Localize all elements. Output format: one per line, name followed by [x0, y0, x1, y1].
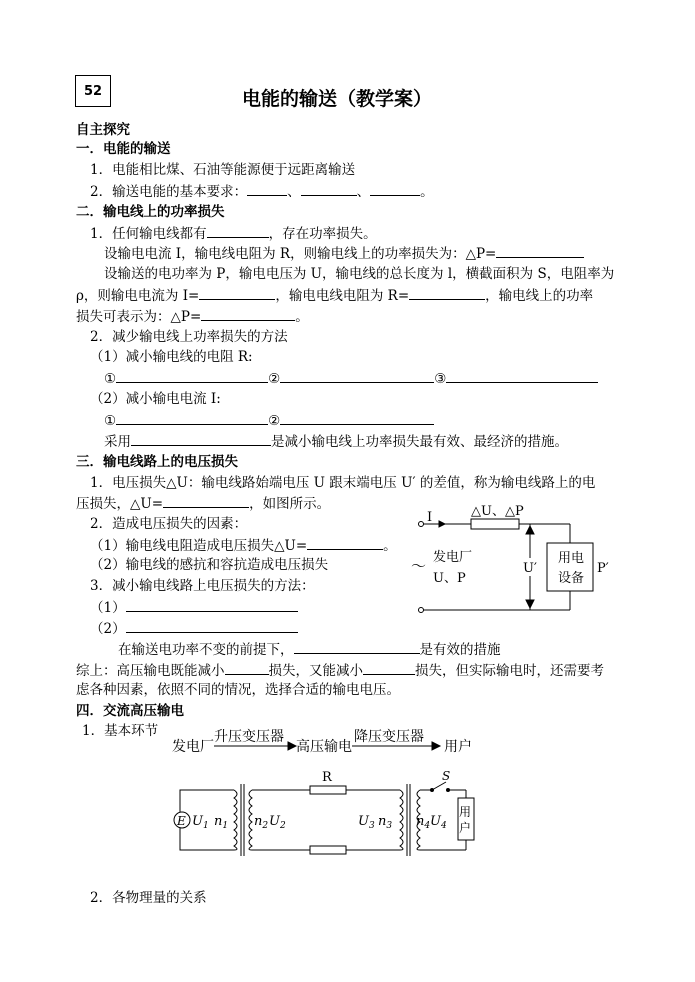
blank[interactable] — [207, 224, 269, 238]
s2-item-1-text-a: 1．任何输电线都有 — [90, 226, 207, 242]
s3-item-10 — [76, 661, 604, 680]
blank[interactable] — [126, 598, 298, 612]
flow-user: 用户 — [444, 739, 472, 755]
s3-item-6: 3．减小输电线路上电压损失的方法： — [90, 578, 315, 594]
blank[interactable] — [409, 286, 485, 300]
current-label: I — [427, 510, 433, 525]
generator-up-label: U、P — [433, 571, 466, 586]
switch-contact — [446, 788, 450, 792]
blank[interactable] — [446, 369, 598, 383]
p-prime-label: P′ — [597, 561, 609, 576]
page-number: 52 — [75, 75, 111, 107]
blank[interactable] — [294, 640, 420, 654]
device-label-2: 设备 — [558, 571, 585, 586]
s2-item-6: 2．减少输电线上功率损失的方法 — [90, 329, 288, 345]
s2-item-5-text-b: 。 — [295, 309, 309, 325]
s3-item-3: 2．造成电压损失的因素： — [90, 516, 248, 532]
circled-2: ② — [268, 413, 281, 429]
section-4-heading: 四．交流高压输电 — [76, 703, 184, 719]
blank[interactable] — [131, 432, 271, 446]
s3-item-1: 1．电压损失△U：输电线路始端电压 U 跟末端电压 U′ 的差值，称为输电线路上的电 — [90, 475, 596, 491]
u4-label: $U_4$ — [430, 814, 447, 831]
blank[interactable] — [280, 369, 434, 383]
blank[interactable] — [225, 661, 269, 675]
s3-item-8-label: （2） — [90, 621, 126, 637]
s3-item-5: （2）输电线的感抗和容抗造成电压损失 — [90, 557, 329, 573]
s2-item-1-text-b: ，存在功率损失。 — [268, 226, 377, 242]
blank[interactable] — [370, 182, 420, 196]
blank[interactable] — [363, 661, 415, 675]
separator: 、 — [356, 184, 371, 200]
s2-item-4-text-b: ，输电电线电阻为 R= — [275, 288, 410, 304]
s3-item-7-label: （1） — [90, 600, 126, 616]
section-3-heading: 三．输电线路上的电压损失 — [76, 454, 238, 470]
blank[interactable] — [247, 182, 287, 196]
s3-item-2-text-a: 压损失，△U= — [76, 496, 164, 512]
s2-item-4-text-c: ，输电线上的功率 — [485, 288, 594, 304]
s1-item-2 — [90, 182, 434, 201]
s4-item-2: 2．各物理量的关系 — [90, 890, 207, 906]
flow-generator: 发电厂 — [172, 739, 214, 755]
s2-item-3: 设输送的电功率为 P，输电电压为 U，输电线的总长度为 l，横截面积为 S，电阻率为 — [104, 266, 615, 282]
u2-label: $U_2$ — [269, 814, 286, 831]
u3-label: $U_3$ — [358, 814, 375, 831]
intro-heading: 自主探究 — [76, 122, 130, 138]
blank[interactable] — [116, 369, 268, 383]
blank[interactable] — [301, 182, 357, 196]
switch-label: S — [442, 769, 451, 783]
n3-label: $n_3$ — [378, 814, 393, 831]
user-label-1: 用 — [459, 805, 472, 819]
circled-1: ① — [104, 371, 117, 387]
s2-item-1 — [90, 224, 377, 243]
device-label-1: 用电 — [558, 551, 585, 566]
s2-item-10 — [104, 411, 434, 430]
flow-hv-transmission: 高压输电 — [296, 739, 352, 755]
s3-item-10-text-c: 损失，但实际输电时，还需要考 — [415, 663, 604, 679]
terminal-dot — [419, 608, 424, 613]
s2-item-8 — [104, 369, 598, 388]
section-1-heading: 一．电能的输送 — [76, 141, 171, 157]
period: 。 — [420, 184, 434, 200]
s2-item-4 — [76, 286, 593, 305]
s2-item-11-text-a: 采用 — [104, 434, 131, 450]
blank[interactable] — [201, 307, 295, 321]
blank[interactable] — [116, 411, 268, 425]
blank[interactable] — [126, 619, 298, 633]
s2-item-2 — [104, 244, 584, 263]
s3-item-9-text-a: 在输送电功率不变的前提下， — [118, 642, 294, 658]
s3-item-11: 虑各种因素，依照不同的情况，选择合适的输电电压。 — [76, 682, 400, 698]
s3-item-4-text-b: 。 — [383, 538, 397, 554]
s3-item-2 — [76, 494, 330, 513]
s3-item-2-text-b: ，如图所示。 — [249, 496, 331, 512]
s3-item-4-text-a: （1）输电线电阻造成电压损失△U= — [90, 538, 308, 554]
page-title: 电能的输送（教学案） — [242, 88, 433, 110]
circled-2: ② — [268, 371, 281, 387]
transmission-flow — [170, 726, 490, 760]
s2-item-11-text-b: 是减小输电线上功率损失最有效、最经济的措施。 — [271, 434, 568, 450]
s4-item-1: 1．基本环节 — [82, 723, 159, 739]
s2-item-5-text-a: 损失可表示为：△P= — [76, 309, 202, 325]
n4-label: $n_4$ — [416, 814, 431, 831]
circled-1: ① — [104, 413, 117, 429]
s2-item-7: （1）减小输电线的电阻 R: — [90, 349, 253, 365]
u-prime-label: U′ — [523, 561, 537, 576]
loss-label: △U、△P — [471, 504, 524, 519]
emf-label: E — [177, 814, 186, 828]
blank[interactable] — [496, 244, 584, 258]
s1-item-2-label: 2．输送电能的基本要求： — [90, 184, 248, 200]
generator-label: 发电厂 — [433, 550, 473, 565]
separator: 、 — [287, 184, 301, 200]
n1-label: $n_1$ — [214, 814, 229, 831]
switch-pivot — [430, 788, 434, 792]
s3-item-7 — [90, 598, 298, 617]
s1-item-1: 1．电能相比煤、石油等能源便于远距离输送 — [90, 162, 356, 178]
blank[interactable] — [199, 286, 275, 300]
section-2-heading: 二．输电线上的功率损失 — [76, 204, 225, 220]
voltage-loss-diagram — [405, 500, 635, 620]
s2-item-4-text-a: ρ，则输电电流为 I= — [76, 288, 200, 304]
terminal-dot — [419, 522, 424, 527]
s2-item-2-text: 设输电电流 I，输电线电阻为 R，则输电线上的功率损失为：△P= — [104, 246, 497, 262]
u1-label: $U_1$ — [192, 814, 209, 831]
n2-label: $n_2$ — [254, 814, 269, 831]
s3-item-9 — [118, 640, 501, 659]
blank[interactable] — [280, 411, 434, 425]
user-label-2: 户 — [459, 821, 472, 835]
flow-step-down-transformer: 降压变压器 — [354, 729, 424, 745]
s3-item-10-text-b: 损失，又能减小 — [268, 663, 363, 679]
s2-item-5 — [76, 307, 309, 326]
s3-item-10-text-a: 综上：高压输电既能减小 — [76, 663, 225, 679]
s3-item-4 — [90, 536, 397, 555]
resistor-label: R — [322, 770, 332, 785]
transmission-circuit — [170, 768, 490, 868]
s3-item-9-text-b: 是有效的措施 — [419, 642, 501, 658]
s2-item-11 — [104, 432, 568, 451]
s3-item-8 — [90, 619, 298, 638]
flow-step-up-transformer: 升压变压器 — [214, 729, 284, 745]
ac-source-icon: ～ — [411, 557, 427, 575]
circled-3: ③ — [434, 371, 447, 387]
s2-item-9: （2）减小输电电流 I: — [90, 391, 221, 407]
blank[interactable] — [163, 494, 249, 508]
blank[interactable] — [307, 536, 383, 550]
